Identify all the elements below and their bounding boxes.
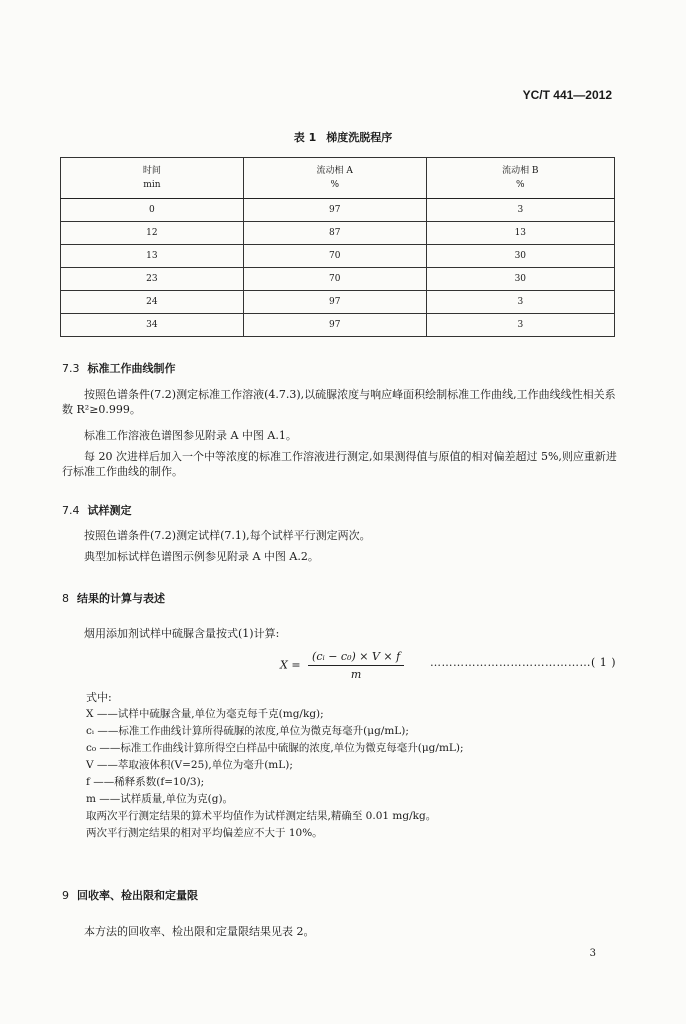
table-row	[61, 245, 615, 268]
gradient-table	[60, 157, 615, 337]
formula-numerator: (cᵢ − c₀) × V × f	[308, 650, 404, 666]
variable-item: X ——试样中硫脲含量,单位为毫克每千克(mg/kg);	[86, 708, 324, 720]
table-cell: 13	[426, 222, 614, 245]
paragraph-8-intro: 烟用添加剂试样中硫脲含量按式(1)计算:	[84, 627, 280, 640]
table-cell: 13	[61, 245, 244, 268]
table-row	[61, 314, 615, 337]
variable-item: f ——稀释系数(f=10/3);	[86, 776, 205, 788]
table-cell: 30	[426, 245, 614, 268]
paragraph-7-3-1: 按照色谱条件(7.2)测定标准工作溶液(4.7.3),以硫脲浓度与响应峰面积绘制标准工作曲线,工作曲线线性相关系数 R²≥0.999。	[62, 388, 616, 416]
table-row	[61, 291, 615, 314]
table-row	[61, 222, 615, 245]
formula-fraction	[308, 650, 404, 681]
table-cell: 3	[426, 291, 614, 314]
variable-list	[86, 706, 464, 842]
table-cell: 87	[243, 222, 426, 245]
paragraph-7-3-2: 标准工作溶液色谱图参见附录 A 中图 A.1。	[84, 429, 297, 442]
table-cell: 24	[61, 291, 244, 314]
table-cell: 34	[61, 314, 244, 337]
formula-lhs: X =	[280, 658, 301, 672]
table-row	[61, 199, 615, 222]
table-title	[0, 129, 686, 145]
table-number: 表 1	[293, 131, 317, 144]
table-cell: 3	[426, 199, 614, 222]
table-header-cell: 流动相 A %	[243, 158, 426, 199]
table-row	[61, 268, 615, 291]
variable-item: cᵢ ——标准工作曲线计算所得硫脲的浓度,单位为微克每毫升(μg/mL);	[86, 725, 409, 737]
table-cell: 12	[61, 222, 244, 245]
table-cell: 97	[243, 199, 426, 222]
table-cell: 3	[426, 314, 614, 337]
table-cell: 0	[61, 199, 244, 222]
variable-item: m ——试样质量,单位为克(g)。	[86, 793, 234, 805]
formula-denominator: m	[350, 668, 362, 681]
standard-code: YC/T 441—2012	[522, 88, 612, 102]
section-heading-7-4: 7.4 试样测定	[62, 504, 132, 517]
formula-number: ……………………………………( 1 )	[430, 656, 617, 669]
table-header-cell: 流动相 B %	[426, 158, 614, 199]
section-heading-8: 8 结果的计算与表述	[62, 592, 165, 605]
section-heading-9: 9 回收率、检出限和定量限	[62, 889, 198, 902]
paragraph-9-1: 本方法的回收率、检出限和定量限结果见表 2。	[84, 925, 315, 938]
table-cell: 30	[426, 268, 614, 291]
table-title-text: 梯度洗脱程序	[326, 131, 393, 144]
page-number: 3	[589, 948, 596, 959]
result-paragraph-1: 取两次平行测定结果的算术平均值作为试样测定结果,精确至 0.01 mg/kg。	[86, 810, 437, 822]
formula-1	[280, 650, 404, 681]
variable-item: c₀ ——标准工作曲线计算所得空白样品中硫脲的浓度,单位为微克每毫升(μg/mL);	[86, 742, 464, 754]
result-paragraph-2: 两次平行测定结果的相对平均偏差应不大于 10%。	[86, 827, 323, 839]
table-cell: 70	[243, 268, 426, 291]
formula-where-label: 式中:	[86, 691, 112, 704]
table-header-cell: 时间 min	[61, 158, 244, 199]
table-header-row	[61, 158, 615, 199]
table-cell: 70	[243, 245, 426, 268]
table-cell: 97	[243, 314, 426, 337]
paragraph-7-3-3: 每 20 次进样后加入一个中等浓度的标准工作溶液进行测定,如果测得值与原值的相对偏差超过 5%,则应重新进行标准工作曲线的制作。	[62, 450, 617, 478]
table-cell: 23	[61, 268, 244, 291]
table-cell: 97	[243, 291, 426, 314]
variable-item: V ——萃取液体积(V=25),单位为毫升(mL);	[86, 759, 293, 771]
section-heading-7-3: 7.3 标准工作曲线制作	[62, 362, 176, 375]
paragraph-7-4-1: 按照色谱条件(7.2)测定试样(7.1),每个试样平行测定两次。	[84, 529, 371, 542]
paragraph-7-4-2: 典型加标试样色谱图示例参见附录 A 中图 A.2。	[84, 550, 319, 563]
